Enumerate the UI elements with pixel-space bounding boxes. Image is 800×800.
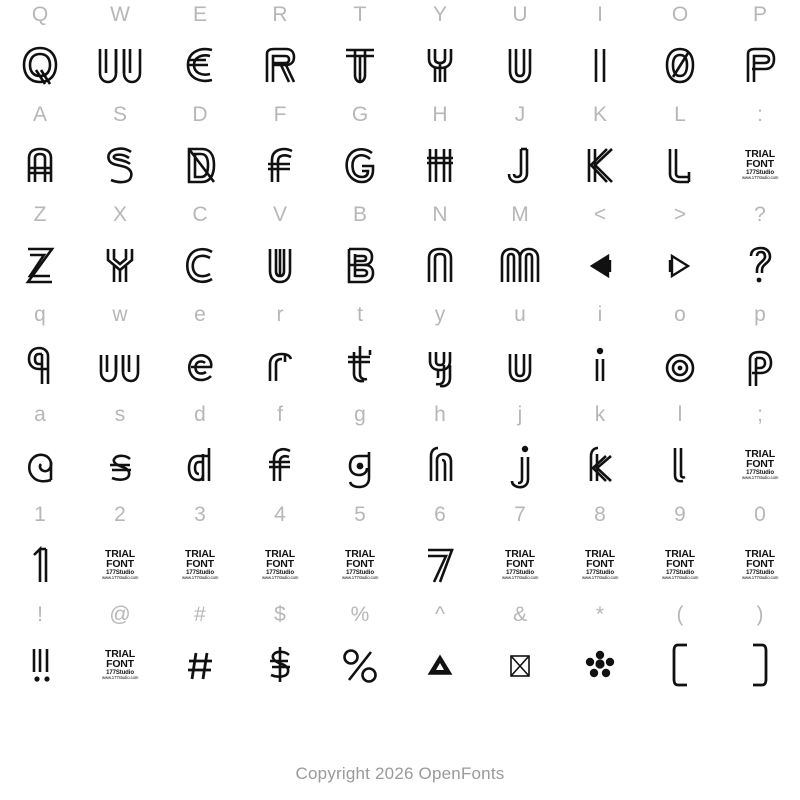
trial-font-watermark: TRIAL FONT 177Studio www.177studio.com [261, 548, 299, 581]
glyph-p-lower [720, 330, 800, 400]
glyph-seven [400, 530, 480, 600]
glyph-cell[interactable] [720, 200, 800, 300]
key-label: r [276, 303, 284, 326]
glyph-cell[interactable] [640, 200, 720, 300]
glyph-cell[interactable] [320, 300, 400, 400]
glyph-G [320, 130, 400, 200]
glyph-B [320, 230, 400, 300]
key-label: > [673, 203, 687, 226]
glyph-cell[interactable] [80, 400, 160, 500]
glyph-cell[interactable] [560, 400, 640, 500]
glyph-r-lower [240, 330, 320, 400]
trial-font-watermark: TRIAL FONT 177Studio www.177studio.com [581, 548, 619, 581]
key-label: q [34, 303, 46, 326]
glyph-N [400, 230, 480, 300]
key-label: # [194, 603, 206, 626]
key-label: ) [756, 603, 764, 626]
key-label: w [112, 303, 128, 326]
glyph-cell[interactable] [240, 600, 320, 700]
glyph-A [0, 130, 80, 200]
glyph-cell[interactable] [160, 0, 240, 100]
key-label: 4 [274, 503, 286, 526]
glyph-cell[interactable] [640, 0, 720, 100]
glyph-U [480, 30, 560, 100]
glyph-cell[interactable] [720, 0, 800, 100]
glyph-cell[interactable] [720, 600, 800, 700]
glyph-one [0, 530, 80, 600]
glyph-cell[interactable] [480, 100, 560, 200]
key-label: ; [757, 403, 763, 426]
key-label: K [592, 103, 607, 126]
glyph-K [560, 130, 640, 200]
glyph-cell[interactable] [640, 300, 720, 400]
key-label: Z [33, 203, 47, 226]
glyph-cell[interactable] [0, 0, 80, 100]
glyph-trial-stamp [560, 530, 640, 600]
glyph-trial-stamp [720, 130, 800, 200]
glyph-O [640, 30, 720, 100]
glyph-trial-stamp [320, 530, 400, 600]
glyph-cell[interactable] [640, 500, 720, 600]
key-label: P [752, 3, 767, 26]
glyph-L [640, 130, 720, 200]
glyph-cell[interactable] [240, 100, 320, 200]
trial-font-watermark: TRIAL FONT 177Studio www.177studio.com [341, 548, 379, 581]
glyph-cell[interactable] [320, 600, 400, 700]
key-label: p [754, 303, 766, 326]
glyph-question-mark [720, 230, 800, 300]
glyph-cell[interactable] [400, 100, 480, 200]
trial-font-watermark: TRIAL FONT 177Studio www.177studio.com [661, 548, 699, 581]
key-label: < [593, 203, 607, 226]
glyph-asterisk [560, 630, 640, 700]
glyph-cell[interactable] [400, 500, 480, 600]
key-label: a [34, 403, 46, 426]
key-label: t [357, 303, 363, 326]
key-label: f [277, 403, 283, 426]
glyph-M [480, 230, 560, 300]
key-label: % [350, 603, 370, 626]
glyph-cell[interactable] [0, 600, 80, 700]
glyph-cell[interactable] [640, 600, 720, 700]
key-label: k [594, 403, 606, 426]
glyph-i-lower [560, 330, 640, 400]
glyph-ampersand [480, 630, 560, 700]
key-label: @ [109, 603, 131, 626]
glyph-Q [0, 30, 80, 100]
key-label: : [757, 103, 763, 126]
glyph-trial-stamp [640, 530, 720, 600]
glyph-trial-stamp [160, 530, 240, 600]
key-label: Y [432, 3, 447, 26]
glyph-cell[interactable] [160, 600, 240, 700]
glyph-cell[interactable] [0, 300, 80, 400]
glyph-cell[interactable] [80, 500, 160, 600]
glyph-cell[interactable] [480, 0, 560, 100]
glyph-cell[interactable] [240, 400, 320, 500]
trial-font-watermark: TRIAL FONT 177Studio www.177studio.com [181, 548, 219, 581]
key-label: N [432, 203, 448, 226]
glyph-S [80, 130, 160, 200]
trial-font-watermark: TRIAL FONT 177Studio www.177studio.com [741, 148, 779, 181]
glyph-cell[interactable] [400, 400, 480, 500]
key-label: C [192, 203, 208, 226]
glyph-cell[interactable] [480, 400, 560, 500]
glyph-cell[interactable] [640, 400, 720, 500]
key-label: g [354, 403, 366, 426]
glyph-F [240, 130, 320, 200]
glyph-cell[interactable] [160, 300, 240, 400]
glyph-cell[interactable] [80, 0, 160, 100]
key-label: S [112, 103, 127, 126]
glyph-V [240, 230, 320, 300]
glyph-J [480, 130, 560, 200]
key-label: & [512, 603, 527, 626]
glyph-d-lower [160, 430, 240, 500]
glyph-cell[interactable] [480, 600, 560, 700]
glyph-cell[interactable] [160, 200, 240, 300]
glyph-cell[interactable] [0, 500, 80, 600]
key-label: 3 [194, 503, 206, 526]
glyph-y-lower [400, 330, 480, 400]
glyph-I [560, 30, 640, 100]
glyph-trial-stamp [240, 530, 320, 600]
glyph-cell[interactable] [400, 300, 480, 400]
glyph-cell[interactable] [80, 600, 160, 700]
glyph-h-lower [400, 430, 480, 500]
key-label: ( [676, 603, 684, 626]
glyph-cell[interactable] [320, 0, 400, 100]
key-label: U [512, 3, 528, 26]
glyph-trial-stamp [80, 530, 160, 600]
key-label: ? [754, 203, 766, 226]
key-label: D [192, 103, 208, 126]
key-label: O [671, 3, 689, 26]
glyph-cell[interactable] [400, 200, 480, 300]
trial-font-watermark: TRIAL FONT 177Studio www.177studio.com [741, 448, 779, 481]
key-label: 0 [754, 503, 766, 526]
glyph-a-lower [0, 430, 80, 500]
glyph-C [160, 230, 240, 300]
glyph-cell[interactable] [720, 400, 800, 500]
key-label: 8 [594, 503, 606, 526]
key-label: E [192, 3, 207, 26]
glyph-cell[interactable] [560, 0, 640, 100]
glyph-T [320, 30, 400, 100]
trial-font-watermark: TRIAL FONT 177Studio www.177studio.com [501, 548, 539, 581]
glyph-cell[interactable] [0, 400, 80, 500]
glyph-cell[interactable] [480, 200, 560, 300]
glyph-cell[interactable] [320, 400, 400, 500]
glyph-cell[interactable] [560, 500, 640, 600]
glyph-cell[interactable] [560, 100, 640, 200]
glyph-trial-stamp [80, 630, 160, 700]
key-label: I [597, 3, 603, 26]
glyph-trial-stamp [720, 430, 800, 500]
key-label: F [273, 103, 287, 126]
glyph-j-lower [480, 430, 560, 500]
key-label: * [595, 603, 605, 626]
glyph-greater-than [640, 230, 720, 300]
key-label: u [514, 303, 526, 326]
glyph-Z [0, 230, 80, 300]
trial-font-watermark: TRIAL FONT 177Studio www.177studio.com [101, 648, 139, 681]
key-label: ^ [435, 603, 445, 626]
key-label: W [110, 3, 130, 26]
glyph-trial-stamp [480, 530, 560, 600]
glyph-cell[interactable] [160, 400, 240, 500]
glyph-q-lower [0, 330, 80, 400]
glyph-P [720, 30, 800, 100]
glyph-cell[interactable] [240, 500, 320, 600]
glyph-e-lower [160, 330, 240, 400]
key-label: L [674, 103, 686, 126]
key-label: h [434, 403, 446, 426]
key-label: M [511, 203, 529, 226]
glyph-cell[interactable] [80, 100, 160, 200]
glyph-f-lower [240, 430, 320, 500]
key-label: e [194, 303, 206, 326]
glyph-R [240, 30, 320, 100]
key-label: 6 [434, 503, 446, 526]
glyph-k-lower [560, 430, 640, 500]
glyph-s-lower [80, 430, 160, 500]
trial-font-watermark: TRIAL FONT 177Studio www.177studio.com [101, 548, 139, 581]
glyph-D [160, 130, 240, 200]
glyph-o-lower [640, 330, 720, 400]
glyph-cell[interactable] [160, 100, 240, 200]
glyph-cell[interactable] [320, 500, 400, 600]
copyright-text: Copyright 2026 OpenFonts [295, 764, 505, 783]
glyph-left-paren [640, 630, 720, 700]
glyph-right-paren [720, 630, 800, 700]
trial-font-watermark: TRIAL FONT 177Studio www.177studio.com [741, 548, 779, 581]
glyph-t-lower [320, 330, 400, 400]
glyph-cell[interactable] [240, 300, 320, 400]
glyph-cell[interactable] [560, 300, 640, 400]
key-label: B [352, 203, 367, 226]
glyph-u-lower [480, 330, 560, 400]
key-label: 1 [34, 503, 46, 526]
key-label: y [434, 303, 446, 326]
key-label: 9 [674, 503, 686, 526]
key-label: 5 [354, 503, 366, 526]
glyph-cell[interactable] [240, 200, 320, 300]
glyph-cell[interactable] [160, 500, 240, 600]
key-label: i [597, 303, 603, 326]
glyph-dollar [240, 630, 320, 700]
key-label: R [272, 3, 288, 26]
glyph-cell[interactable] [480, 300, 560, 400]
key-label: d [194, 403, 206, 426]
glyph-cell[interactable] [720, 500, 800, 600]
key-label: 7 [514, 503, 526, 526]
glyph-cell[interactable] [80, 200, 160, 300]
glyph-cell[interactable] [720, 100, 800, 200]
glyph-W [80, 30, 160, 100]
key-label: $ [274, 603, 286, 626]
glyph-percent [320, 630, 400, 700]
glyph-cell[interactable] [240, 0, 320, 100]
glyph-double-exclamation [0, 630, 80, 700]
glyph-E [160, 30, 240, 100]
glyph-cell[interactable] [720, 300, 800, 400]
key-label: V [272, 203, 287, 226]
glyph-cell[interactable] [400, 0, 480, 100]
key-label: J [514, 103, 526, 126]
glyph-cell[interactable] [0, 100, 80, 200]
key-label: T [353, 3, 367, 26]
glyph-cell[interactable] [480, 500, 560, 600]
key-label: G [351, 103, 369, 126]
glyph-cell[interactable] [80, 300, 160, 400]
glyph-less-than [560, 230, 640, 300]
glyph-cell[interactable] [0, 200, 80, 300]
key-label: o [674, 303, 686, 326]
key-label: X [112, 203, 127, 226]
key-label: j [517, 403, 523, 426]
key-label: 2 [114, 503, 126, 526]
glyph-cell[interactable] [320, 100, 400, 200]
glyph-cell[interactable] [560, 600, 640, 700]
glyph-X [80, 230, 160, 300]
key-label: A [32, 103, 47, 126]
key-label: l [677, 403, 683, 426]
key-label: s [114, 403, 126, 426]
glyph-g-lower [320, 430, 400, 500]
key-label: H [432, 103, 448, 126]
key-label: Q [31, 3, 49, 26]
key-label: ! [37, 603, 43, 626]
glyph-Y [400, 30, 480, 100]
glyph-hash [160, 630, 240, 700]
glyph-cell[interactable] [560, 200, 640, 300]
glyph-l-lower [640, 430, 720, 500]
glyph-H [400, 130, 480, 200]
glyph-w-lower [80, 330, 160, 400]
glyph-caret [400, 630, 480, 700]
glyph-cell[interactable] [640, 100, 720, 200]
glyph-cell[interactable] [320, 200, 400, 300]
glyph-cell[interactable] [400, 600, 480, 700]
glyph-trial-stamp [720, 530, 800, 600]
